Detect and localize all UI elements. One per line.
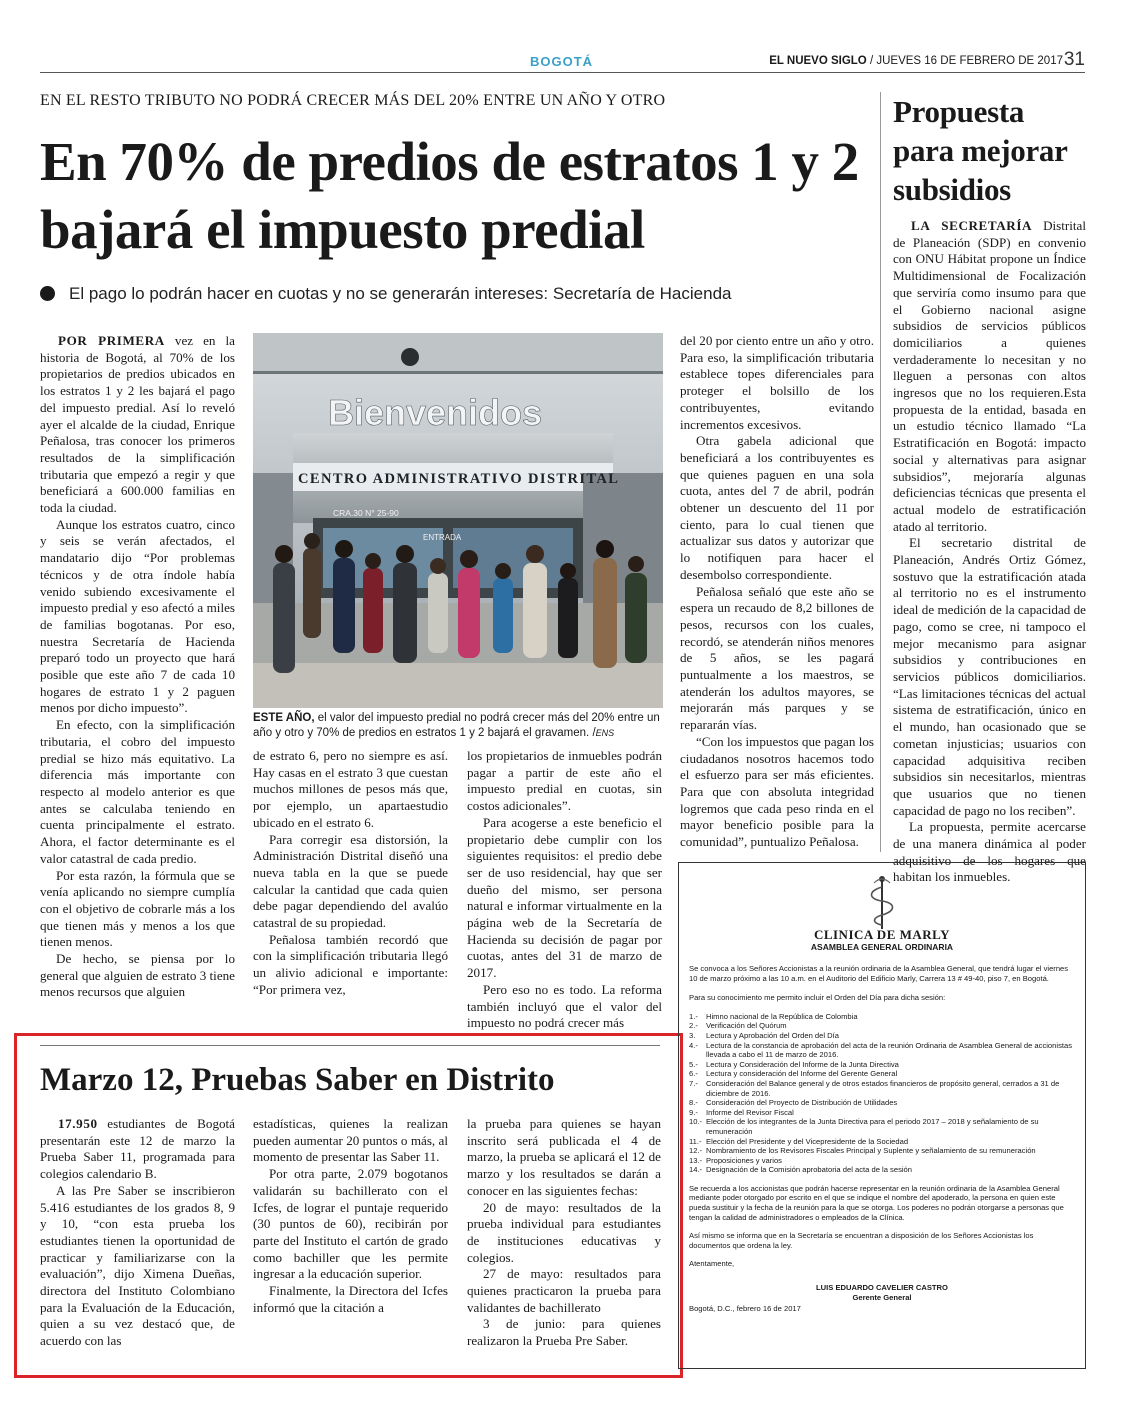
agenda-text: Proposiciones y varios [706,1155,782,1165]
paragraph: los propietarios de inmuebles podrán pagar a partir de este año el impuesto predial en cuotas, sin costos adicionales”. [467,748,662,814]
paragraph: la prueba para quienes se hayan inscrito será publicada el 4 de marzo, la prueba se aplicará el 12 de marzo y los resultados se darán a conocer en las siguientes fechas: [467,1116,661,1198]
agenda-text: Consideración del Proyecto de Distribución de Utilidades [706,1098,898,1108]
agenda-item [689,1165,1075,1175]
agenda-item [689,1156,1075,1166]
sign-bienvenidos: Bienvenidos [328,392,543,433]
photo-caption [253,711,663,741]
agenda-number: 3. [689,1030,696,1040]
paragraph [40,1116,235,1183]
paragraph [893,218,1086,535]
agenda-item [689,1041,1075,1060]
agenda-list [689,1012,1075,1175]
lead-in: 17.950 [58,1116,98,1131]
sign-address: CRA.30 N° 25-90 [333,508,399,518]
caption-text: el valor del impuesto predial no podrá crecer más del 20% entre un año y otro y 70% de predios en estratos 1 y 2 bajará el gravamen. / [253,712,660,739]
agenda-item [689,1021,1075,1031]
issue-date: / JUEVES 16 DE FEBRERO DE 2017 [869,55,1063,67]
agenda-text: Lectura y Aprobación del Orden del Día [706,1030,839,1040]
paragraph: 3 de junio: para quienes realizaron la Prueba Pre Saber. [467,1316,661,1349]
masthead [769,55,1063,67]
closing: Atentamente, [689,1259,735,1269]
signer-name: LUIS EDUARDO CAVELIER CASTRO [816,1283,948,1293]
agenda-text: Nombramiento de los Revisores Fiscales Principal y Suplente y señalamiento de su remuneración [706,1146,1036,1156]
paragraph: Peñalosa señaló que este año se espera un recaudo de 8,2 billones de pesos, recursos con los cuales, recordó, se atenderán niños menores de 5 años, se les pagará puntualmente a los maestros, se atenderán los adultos mayores, se mejorarán más parques y se repararán vías. [680,583,874,733]
agenda-number: 13.- [689,1155,703,1165]
article-photo [253,333,663,708]
agenda-number: 14.- [689,1165,703,1175]
sidebar-title: Propuesta para mejorar subsidios [893,94,1068,207]
assembly-subtitle: ASAMBLEA GENERAL ORDINARIA [810,942,954,952]
paper-name: EL NUEVO SIGLO [769,55,867,67]
paragraph: Pero eso no es todo. La reforma también incluyó que el valor del impuesto no podrá crecer más [467,981,662,1031]
paragraph: estadísticas, quienes la realizan pueden aumentar 20 puntos o más, al momento de presentar las Saber 11. [253,1116,448,1165]
sidebar-column [893,218,1086,886]
agenda-text: Verificación del Quórum [706,1021,787,1031]
notice-intro: Se convoca a los Señores Accionistas a la reunión ordinaria de la Asamblea General, que tendrá lugar el viernes 10 de marzo próximo a las 10 a.m. en el Auditorio del Edificio Marly, Carrera 13 # 49-40, piso 7, en Bogotá. [689,964,1069,983]
agenda-item [689,1031,1075,1041]
saber-title: Marzo 12, Pruebas Saber en Distrito [40,1062,555,1098]
caduceus-icon [862,873,902,931]
photo-illustration [253,333,663,708]
agenda-item [689,1069,1075,1079]
documents-note: Así mismo se informa que en la Secretaría se encuentran a disposición de los Señores Accionistas los documentos que ordena la ley. [689,1231,1034,1250]
agenda-number: 4.- [689,1040,698,1050]
signer-title: Gerente General [852,1292,912,1302]
paragraph: En efecto, con la simplificación tributaria, el cobro del impuesto predial se hizo más equitativo. La diferencia más importante con respecto al modelo anterior es que antes se calculaba teniendo en cuenta principalmente el estrato. Ahora, el factor determinante es el valor catastral de cada predio. [40,717,235,866]
paragraph: De hecho, se piensa por lo general que alguien de estrato 3 tiene menos recursos que alguien [40,951,235,1000]
photo-credit: ENS [595,728,615,738]
paragraph: Para corregir esa distorsión, la Administración Distrital diseñó una nueva tabla en la que se puede calcular la cantidad que cada quien debe pagar dependiendo del avalúo catastral de su propiedad. [253,831,448,931]
saber-column-1 [40,1116,235,1350]
agenda-text: Lectura y Consideración del Informe de la Junta Directiva [706,1059,899,1069]
saber-column-3 [467,1116,661,1350]
agenda-item [689,1146,1075,1156]
paragraph: El secretario distrital de Planeación, Andrés Ortiz Gómez, sostuvo que la estratificación atada al territorio no es el instrumento ideal de medición de la capacidad de pago, como se cree, ni tampoco el mejor mecanismo para asignar subsidios y contribuciones en servicios públicos domiciliarios. “Las limitaciones técnicas del actual sistema de estratificación, único en el mundo, han ocasionado que se cometan injusticias; usuarios con capacidad adquisitiva reciben subsidios sin necesitarlos, mientras que usuarios que no tienen capacidad de pago no los reciben”. [893,535,1086,818]
saber-rule [40,1045,660,1046]
sign-entrada: ENTRADA [423,533,462,542]
sign-centro: CENTRO ADMINISTRATIVO DISTRITAL [298,471,620,487]
paragraph [40,333,235,517]
main-column-4 [680,333,874,851]
agenda-item [689,1079,1075,1098]
agenda-text: Elección del Presidente y del Vicepresidente de la Sociedad [706,1136,909,1146]
paragraph: del 20 por ciento entre un año y otro. Para eso, la simplificación tributaria establece topes diferenciales para proteger el bolsillo de los contribuyentes, evitando incrementos excesivos. [680,333,874,432]
sidebar-rule [880,92,881,852]
paragraph: Por otra parte, 2.079 bogotanos validarán su bachillerato con el Icfes, de lograr el puntaje requerido (30 puntos de 60), recibirán por parte del Instituto el cartón de grado como bachiller que les permite ingresar a la educación superior. [253,1166,448,1282]
kicker: EN EL RESTO TRIBUTO NO PODRÁ CRECER MÁS DEL 20% ENTRE UN AÑO Y OTRO [40,92,666,109]
agenda-item [689,1108,1075,1118]
agenda-text: Lectura y consideración del Informe del Gerente General [706,1069,898,1079]
agenda-item [689,1137,1075,1147]
agenda-number: 6.- [689,1069,698,1079]
paragraph: 20 de mayo: resultados de la prueba individual para estudiantes de instituciones educativas y colegios. [467,1199,661,1265]
agenda-number: 12.- [689,1146,703,1156]
agenda-item [689,1117,1075,1136]
caption-lead: ESTE AÑO, [253,712,315,724]
agenda-number: 11.- [689,1136,702,1146]
agenda-number: 9.- [689,1107,698,1117]
paragraph-text: estudiantes de Bogotá presentarán este 12 de marzo la Prueba Saber 11, programada para colegios calendario B. [40,1116,235,1182]
clinic-name: CLINICA DE MARLY [813,927,951,942]
agenda-number: 10.- [689,1117,703,1127]
paragraph: Peñalosa también recordó que con la simplificación tributaria llegó un alivio adicional e importante: “Por primera vez, [253,931,448,997]
clinic-notice [678,862,1086,1369]
agenda-text: Lectura de la constancia de aprobación del acta de la reunión Ordinaria de Asamblea General de accionistas llevada a cabo el 11 de marzo de 2016. [706,1040,1072,1060]
main-column-3 [467,748,662,1032]
paragraph: Otra gabela adicional que beneficiará a los contribuyentes es que quienes paguen en una sola cuota, antes del 7 de abril, podrán obtener un descuento del 11 por ciento, para lo cual tienen que actualizar sus datos y autorizar que lo notifiquen para hacer el desembolso correspondiente. [680,433,874,582]
page-number: 31 [1063,49,1085,70]
agenda-item [689,1098,1075,1108]
agenda-text: Elección de los integrantes de la Junta Directiva para el periodo 2017 – 2018 y señalamiento de su remuneración [706,1117,1039,1136]
paragraph: Para acogerse a este beneficio el propietario debe cumplir con los siguientes requisitos: el predio debe ser de uso residencial, hay que ser dueño del mismo, ser persona natural e informar virtualmente en la página web de la Secretaría de Hacienda su decisión de pagar por cuotas, antes del 31 de marzo de 2017. [467,814,662,981]
agenda-text: Himno nacional de la República de Colombia [706,1011,858,1021]
paragraph: A las Pre Saber se inscribieron 5.416 estudiantes de los grados 8, 9 y 10, “con esta prueba los estudiantes tienen la oportunidad de practicar y familiarizarse con la evaluación”, dijo Ximena Dueñas, directora del Instituto Colombiano para la Evaluación de la Educación, quien a su vez destacó que, de acuerdo con las [40,1182,235,1349]
proxy-note: Se recuerda a los accionistas que podrán hacerse representar en la reunión ordinaria de la Asamblea General mediante poder otorgado por escrito en el que se indique el nombre del apoderado, la persona en quien este pueda sustituir y la fecha de la reunión para la que se otorga. Los poderes no podrán otorgarse a personas que tengan la calidad de administradores o empleados de la Clínica. [689,1183,1064,1222]
paragraph: “Con los impuestos que pagan los ciudadanos nosotros hacemos todo el esfuerzo para ser más eficientes. Para que con absoluta integridad logremos que cada peso rinda en el mayor beneficio posible para la comunidad”, puntualizo Peñalosa. [680,733,874,850]
lead-in: POR PRIMERA [58,333,165,348]
agenda-text: Informe del Revisor Fiscal [706,1107,794,1117]
place-date: Bogotá, D.C., febrero 16 de 2017 [689,1304,801,1314]
lead-in: LA SECRETARÍA [911,218,1033,233]
bullet-icon [40,286,55,301]
headline: En 70% de predios de estratos 1 y 2 bajará el impuesto predial [40,131,859,260]
paragraph: Finalmente, la Directora del Icfes informó que la citación a [253,1283,448,1315]
agenda-text: Designación de la Comisión aprobatoria del acta de la sesión [706,1165,912,1175]
agenda-intro: Para su conocimiento me permito incluir el Orden del Día para dicha sesión: [689,993,946,1003]
dek [40,284,860,304]
paragraph-text: vez en la historia de Bogotá, al 70% de los propietarios de predios ubicados en los estratos 1 y 2 les bajará el pago del impuesto predial. Así lo reveló ayer el alcalde de la ciudad, Enrique Peñalosa, tras conocer los primeros resultados de la simplificación tributaria que empezó a regir y que beneficiará a 600.000 familias en toda la ciudad. [40,333,235,516]
dek-text: El pago lo podrán hacer en cuotas y no se generarán intereses: Secretaría de Hacienda [69,284,732,303]
agenda-item [689,1060,1075,1070]
paragraph: 27 de mayo: resultados para quienes practicaron la prueba para validantes de bachillerato [467,1266,661,1315]
top-rule [40,72,1085,73]
paragraph: La propuesta, permite acercarse de una manera dinámica al poder adquisitivo de los hogares que habitan los inmuebles. [893,819,1086,885]
section-label: BOGOTÁ [530,54,594,69]
agenda-number: 5.- [689,1059,698,1069]
paragraph: Aunque los estratos cuatro, cinco y seis se verán afectados, el mandatario dijo “Por problemas técnicos y de otra índole había venido subiendo excesivamente el impuesto predial y eso afectó a miles de familias bogotanas. Por eso, nuestra Secretaría de Hacienda preparó todo un proyecto que hará posible que este año 7 de cada 10 hogares de estrato 1 y 2 paguen menos por dicho impuesto”. [40,516,235,716]
agenda-number: 1.- [689,1011,698,1021]
paragraph: de estrato 6, pero no siempre es así. Hay casas en el estrato 3 que cuestan muchos millones de pesos más que, por ejemplo, un apartaestudio ubicado en el estrato 6. [253,748,448,830]
agenda-text: Consideración del Balance general y de otros estados financieros de propósito general, cerrados a 31 de diciembre de 2016. [706,1078,1060,1098]
agenda-number: 2.- [689,1021,698,1031]
paragraph: Por esta razón, la fórmula que se venía aplicando no siempre cumplía con el objetivo de cobrarle más a los que tienen más y menos a los que tienen menos. [40,867,235,950]
main-column-1 [40,333,235,1001]
agenda-number: 8.- [689,1098,698,1108]
agenda-item [689,1012,1075,1022]
saber-column-2 [253,1116,448,1316]
agenda-number: 7.- [689,1078,698,1088]
main-column-2 [253,748,448,999]
paragraph-text: Distrital de Planeación (SDP) en convenio con ONU Hábitat propone un Índice Multidimensional de Focalización que serviría como insumo para que el Gobierno nacional asigne subsidios de servicios públicos domiciliarios a quienes verdaderamente lo necesitan y no lleguen a personas con altos ingresos que no los requieren.Esta propuesta de la entidad, basada en un estudio técnico llamado “La Estratificación en Bogotá: impacto social y alternativas para asignar subsidios”, mejoraría algunas deficiencias técnicas que presenta el actual modelo de estratificación atado al territorio. [893,218,1086,534]
